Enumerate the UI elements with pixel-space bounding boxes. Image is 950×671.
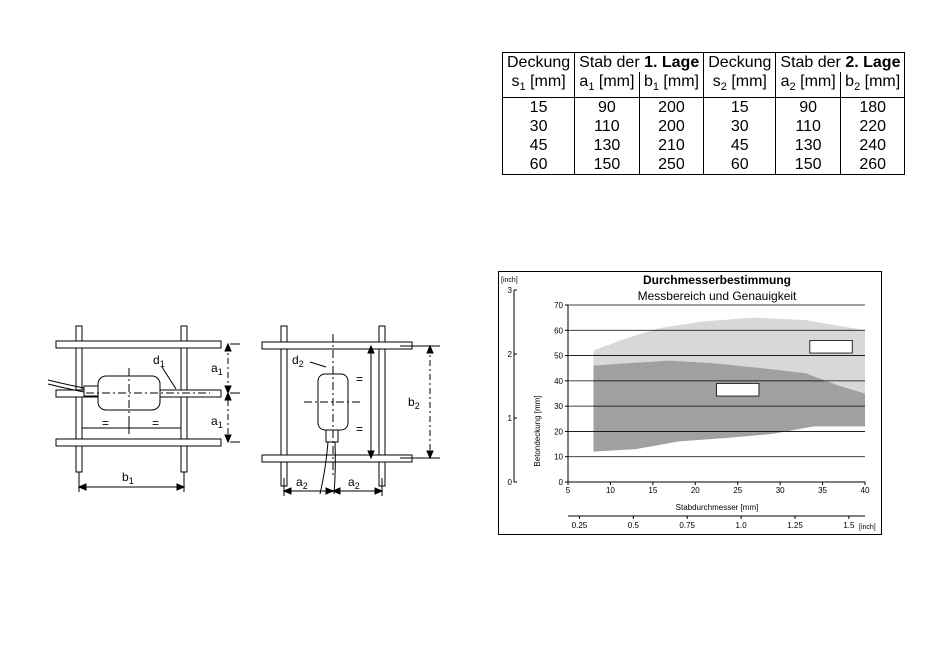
- table-cell: 200: [639, 117, 704, 136]
- table-cell: 30: [730, 118, 749, 136]
- secondary-x-tick-label: 0.75: [679, 521, 696, 530]
- x-inch-unit: [inch]: [859, 524, 876, 531]
- table-cell: 45: [503, 136, 575, 155]
- table-cell: 200: [639, 98, 704, 118]
- table-cell: 110: [776, 117, 841, 136]
- table-cell: 45: [730, 137, 749, 155]
- table-cell: 60: [503, 155, 575, 175]
- equal-sign: =: [356, 372, 364, 386]
- secondary-x-tick-label: 1.0: [735, 521, 747, 530]
- x-tick-label: 40: [860, 486, 870, 495]
- table-col-b1: $b_1$ [mm]: [639, 72, 704, 98]
- rebar-scan-drawing: [40, 318, 460, 498]
- secondary-x-tick-label: 0.5: [627, 521, 639, 530]
- x-tick-label: 25: [733, 486, 743, 495]
- chart-subtitle: Messbereich und Genauigkeit: [637, 289, 797, 303]
- table-header-deckung-1: Deckung: [503, 53, 575, 73]
- table-col-a1: $a_1$ [mm]: [575, 72, 640, 98]
- y-tick-label: 50: [554, 351, 563, 361]
- table-col-b2: $b_2$ [mm]: [840, 72, 905, 98]
- x-tick-label: 10: [605, 486, 615, 495]
- equal-sign: =: [356, 422, 364, 436]
- table-cell: 15: [503, 98, 575, 118]
- y-tick-label: 20: [554, 427, 563, 437]
- x-tick-label: 5: [565, 486, 571, 495]
- label-a2-left: $a_2$: [296, 475, 308, 491]
- legend-box: [810, 340, 852, 353]
- table-cell: 130: [575, 136, 640, 155]
- table-cell: 60: [704, 155, 776, 175]
- y-tick-label: 40: [554, 376, 563, 386]
- table-header-layer-2: Stab der 2. Lage: [776, 53, 905, 73]
- reinforcement-table: [502, 52, 905, 175]
- label-b1: $b_1$: [122, 470, 134, 486]
- x-tick-label: 30: [775, 486, 785, 495]
- secondary-x-tick-label: 1.5: [843, 521, 855, 530]
- secondary-x-tick-label: 0.25: [571, 521, 588, 530]
- table-header-layer-1: Stab der 1. Lage: [575, 53, 704, 73]
- table-col-a2: $a_2$ [mm]: [776, 72, 841, 98]
- label-b2: $b_2$: [408, 395, 420, 411]
- table-cell: 30: [503, 117, 575, 136]
- equal-sign: =: [102, 416, 110, 430]
- table-cell: 110: [575, 117, 640, 136]
- x-tick-label: 20: [690, 486, 700, 495]
- table-cell: 90: [776, 98, 841, 118]
- x-tick-label: 35: [818, 486, 828, 495]
- secondary-x-tick-label: 1.25: [787, 521, 803, 530]
- table-row: [503, 136, 905, 155]
- y-tick-label: 30: [554, 402, 563, 412]
- table-col-s2: $s_2$ [mm]: [704, 72, 776, 98]
- table-cell: 90: [575, 98, 640, 118]
- table-row: [503, 98, 905, 118]
- diameter-chart: [498, 271, 882, 535]
- table-header-deckung-2: Deckung: [704, 53, 776, 73]
- secondary-y-tick-label: 1: [507, 414, 512, 423]
- y-tick-label: 0: [558, 478, 563, 487]
- table-cell: 260: [840, 155, 905, 175]
- secondary-y-tick-label: 2: [507, 350, 512, 359]
- table-units-row: [503, 72, 905, 98]
- label-d1: $d_1$: [153, 353, 165, 369]
- legend-box: [717, 383, 759, 396]
- table-col-s1: $s_1$ [mm]: [503, 72, 575, 98]
- equal-sign: =: [152, 416, 160, 430]
- label-a1-upper: $a_1$: [211, 361, 223, 377]
- table-cell: 240: [840, 136, 905, 155]
- table-cell: 250: [639, 155, 704, 175]
- y-tick-label: 60: [554, 326, 563, 336]
- y-inch-unit: [inch]: [501, 277, 518, 284]
- y-axis-label: Betondeckung [mm]: [533, 395, 542, 467]
- y-tick-label: 10: [554, 452, 563, 462]
- table-cell: 220: [840, 117, 905, 136]
- chart-title: Durchmesserbestimmung: [642, 273, 792, 287]
- label-a1-lower: $a_1$: [211, 414, 223, 430]
- table-cell: 210: [639, 136, 704, 155]
- x-axis-label: Stabdurchmesser [mm]: [675, 503, 759, 512]
- label-d2: $d_2$: [292, 353, 304, 369]
- table-row: [503, 117, 905, 136]
- table-cell: 130: [776, 136, 841, 155]
- table-header-row: [503, 53, 905, 73]
- table-row: [503, 155, 905, 175]
- y-tick-label: 70: [554, 301, 563, 310]
- table-cell: 15: [730, 99, 749, 117]
- table-cell: 150: [575, 155, 640, 175]
- table-cell: 150: [776, 155, 841, 175]
- table-cell: 180: [840, 98, 905, 118]
- secondary-y-tick-label: 0: [507, 478, 512, 487]
- secondary-y-tick-label: 3: [507, 286, 512, 295]
- label-a2-right: $a_2$: [348, 475, 360, 491]
- x-tick-label: 15: [648, 486, 658, 495]
